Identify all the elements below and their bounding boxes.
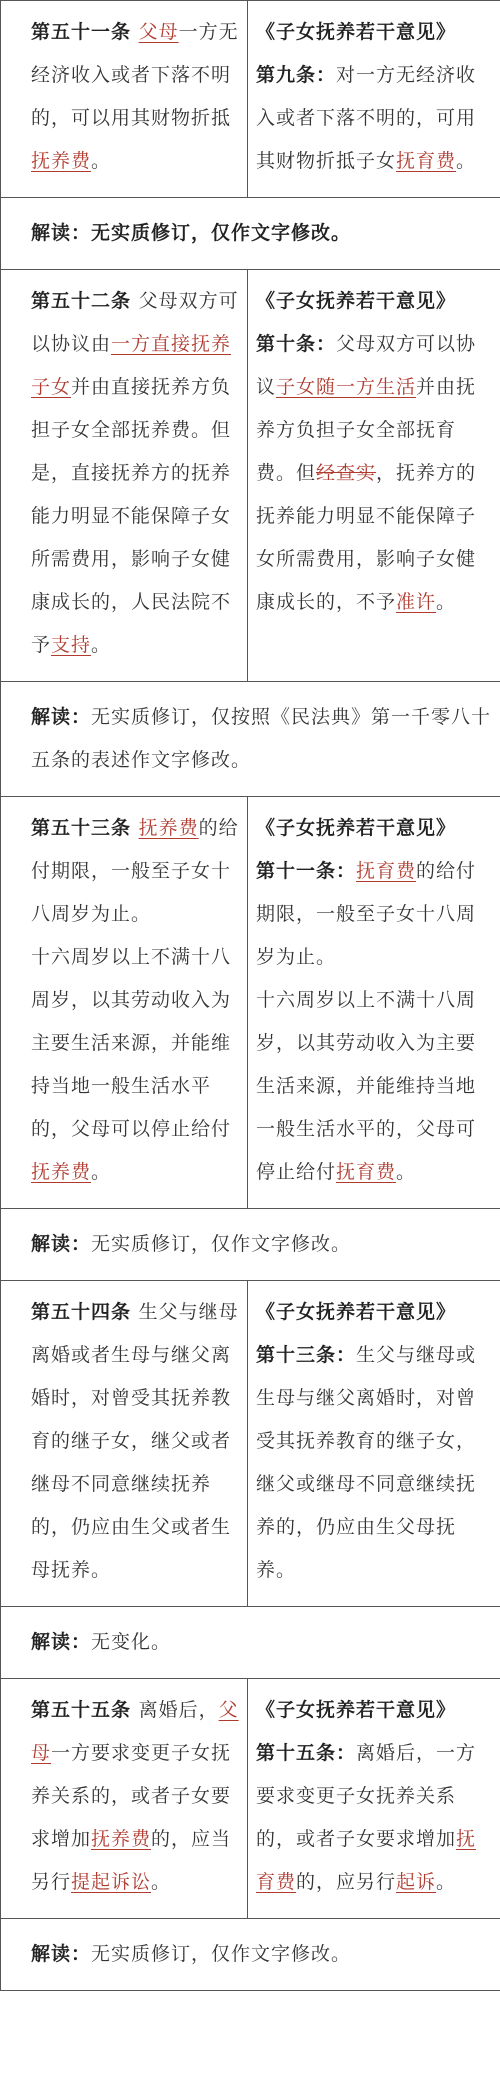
- interpretation-text: 无变化。: [91, 1631, 172, 1653]
- article-text: 生父与继母或生母与继父离婚时，对曾受其抚养教育的继子女，继父或继母不同意继续抚养的，仍应由生父母抚养。: [256, 1344, 477, 1581]
- interpretation-cell: [1, 1607, 500, 1679]
- article-text: 的，应当另行: [31, 1828, 232, 1893]
- article-number: 第五十五条: [31, 1699, 139, 1721]
- interpretation-cell: [1, 1919, 500, 1991]
- interpretation-row: [1, 682, 500, 797]
- interpretation-label: 解读：: [31, 1943, 92, 1965]
- article-text: 父母双方可以协议: [256, 333, 477, 398]
- highlighted-term: 抚育费: [256, 1828, 477, 1893]
- source-document-title: 《子女抚养若干意见》: [256, 21, 457, 43]
- article-text: 。: [91, 1161, 112, 1183]
- highlighted-term: 子女随一方生活: [276, 376, 417, 398]
- interpretation-label: 解读：: [31, 1631, 92, 1653]
- article-text: 。: [436, 1871, 457, 1893]
- interpretation-cell: [1, 1209, 500, 1281]
- interpretation-cell: [1, 198, 500, 270]
- article-text: 。: [456, 150, 477, 172]
- source-document-title: 《子女抚养若干意见》: [256, 1301, 457, 1323]
- highlighted-term: 抚育费: [336, 1161, 397, 1183]
- article-text: 。: [91, 150, 112, 172]
- source-document-title: 《子女抚养若干意见》: [256, 1699, 457, 1721]
- highlighted-term: 抚育费: [356, 860, 417, 882]
- article-comparison-row: [1, 1, 500, 198]
- highlighted-term: 父母: [138, 21, 179, 43]
- interpretation-text: 无实质修订，仅作文字修改。: [91, 1233, 352, 1255]
- article-text: 。: [151, 1871, 172, 1893]
- interpretation-label: 解读：: [31, 706, 92, 728]
- highlighted-term: 一方直接抚养子女: [31, 333, 232, 398]
- new-provision-cell: [1, 270, 248, 682]
- interpretation-label: 解读：: [31, 1233, 92, 1255]
- new-provision-cell: [1, 1281, 248, 1607]
- source-document-title: 《子女抚养若干意见》: [256, 290, 457, 312]
- article-text: 。: [396, 1161, 417, 1183]
- article-text: 并由抚养方负担子女全部抚育费。但: [256, 376, 477, 484]
- interpretation-row: [1, 1919, 500, 1991]
- new-provision-cell: [1, 1, 248, 198]
- article-text: 的给付期限，一般至子女十八周岁为止。: [256, 860, 477, 968]
- article-text: 十六周岁以上不满十八周岁，以其劳动收入为主要生活来源，并能维持当地一般生活水平的，父母可以停止给付: [31, 946, 232, 1140]
- interpretation-text: 无实质修订，仅作文字修改。: [91, 1943, 352, 1965]
- old-provision-cell: [248, 1281, 500, 1607]
- highlighted-term: 抚养费: [91, 1828, 152, 1850]
- highlighted-term: 抚养费: [31, 1161, 92, 1183]
- article-comparison-row: [1, 1281, 500, 1607]
- table-body: [1, 1, 500, 1991]
- article-comparison-row: [1, 797, 500, 1209]
- highlighted-term: 准许: [396, 591, 437, 613]
- article-text: ，抚养方的抚养能力明显不能保障子女所需费用，影响子女健康成长的，不予: [256, 462, 477, 613]
- highlighted-term: 起诉: [396, 1871, 437, 1893]
- article-text: 生父与继母离婚或者生母与继父离婚时，对曾受其抚养教育的继子女，继父或者继母不同意继续抚养的，仍应由生父或者生母抚养。: [31, 1301, 239, 1581]
- article-text: 的给付期限，一般至子女十八周岁为止。: [31, 817, 239, 925]
- article-number: 第十一条：: [256, 860, 357, 882]
- interpretation-label: 解读：: [31, 222, 92, 244]
- article-text: 一方无经济收入或者下落不明的，可以用其财物折抵: [31, 21, 239, 129]
- highlighted-term: 抚养费: [31, 150, 92, 172]
- article-text: 离婚后，: [138, 1699, 219, 1721]
- article-number: 第五十一条: [31, 21, 139, 43]
- article-text: 对一方无经济收入或者下落不明的，可用其财物折抵子女: [256, 64, 477, 172]
- interpretation-row: [1, 1607, 500, 1679]
- old-provision-cell: [248, 797, 500, 1209]
- deleted-term: 经查实: [316, 462, 377, 484]
- old-provision-cell: [248, 270, 500, 682]
- source-document-title: 《子女抚养若干意见》: [256, 817, 457, 839]
- article-text: 。: [436, 591, 457, 613]
- highlighted-term: 抚养费: [138, 817, 199, 839]
- article-number: 第十五条：: [256, 1742, 357, 1764]
- highlighted-term: 父母: [31, 1699, 239, 1764]
- article-text: 一方要求变更子女抚养关系的，或者子女要求增加: [31, 1742, 232, 1850]
- article-number: 第五十二条: [31, 290, 139, 312]
- article-number: 第九条：: [256, 64, 337, 86]
- article-text: 离婚后，一方要求变更子女抚养关系的，或者子女要求增加: [256, 1742, 477, 1850]
- article-number: 第十条：: [256, 333, 337, 355]
- interpretation-row: [1, 198, 500, 270]
- article-text: 父母双方可以协议由: [31, 290, 239, 355]
- article-text: 十六周岁以上不满十八周岁，以其劳动收入为主要生活来源，并能维持当地一般生活水平的，父母可停止给付: [256, 989, 477, 1183]
- highlighted-term: 支持: [51, 634, 92, 656]
- interpretation-cell: [1, 682, 500, 797]
- interpretation-text: 无实质修订，仅作文字修改。: [91, 222, 352, 244]
- article-number: 第十三条：: [256, 1344, 357, 1366]
- new-provision-cell: [1, 797, 248, 1209]
- article-text: 的，应另行: [296, 1871, 397, 1893]
- new-provision-cell: [1, 1679, 248, 1919]
- article-text: 并由直接抚养方负担子女全部抚养费。但是，直接抚养方的抚养能力明显不能保障子女所需费用，影响子女健康成长的，人民法院不予: [31, 376, 232, 656]
- highlighted-term: 提起诉讼: [71, 1871, 152, 1893]
- article-text: 。: [91, 634, 112, 656]
- highlighted-term: 抚育费: [396, 150, 457, 172]
- article-number: 第五十四条: [31, 1301, 139, 1323]
- article-comparison-row: [1, 1679, 500, 1919]
- old-provision-cell: [248, 1, 500, 198]
- old-provision-cell: [248, 1679, 500, 1919]
- article-comparison-row: [1, 270, 500, 682]
- article-number: 第五十三条: [31, 817, 139, 839]
- interpretation-text: 无实质修订，仅按照《民法典》第一千零八十五条的表述作文字修改。: [31, 706, 492, 771]
- interpretation-row: [1, 1209, 500, 1281]
